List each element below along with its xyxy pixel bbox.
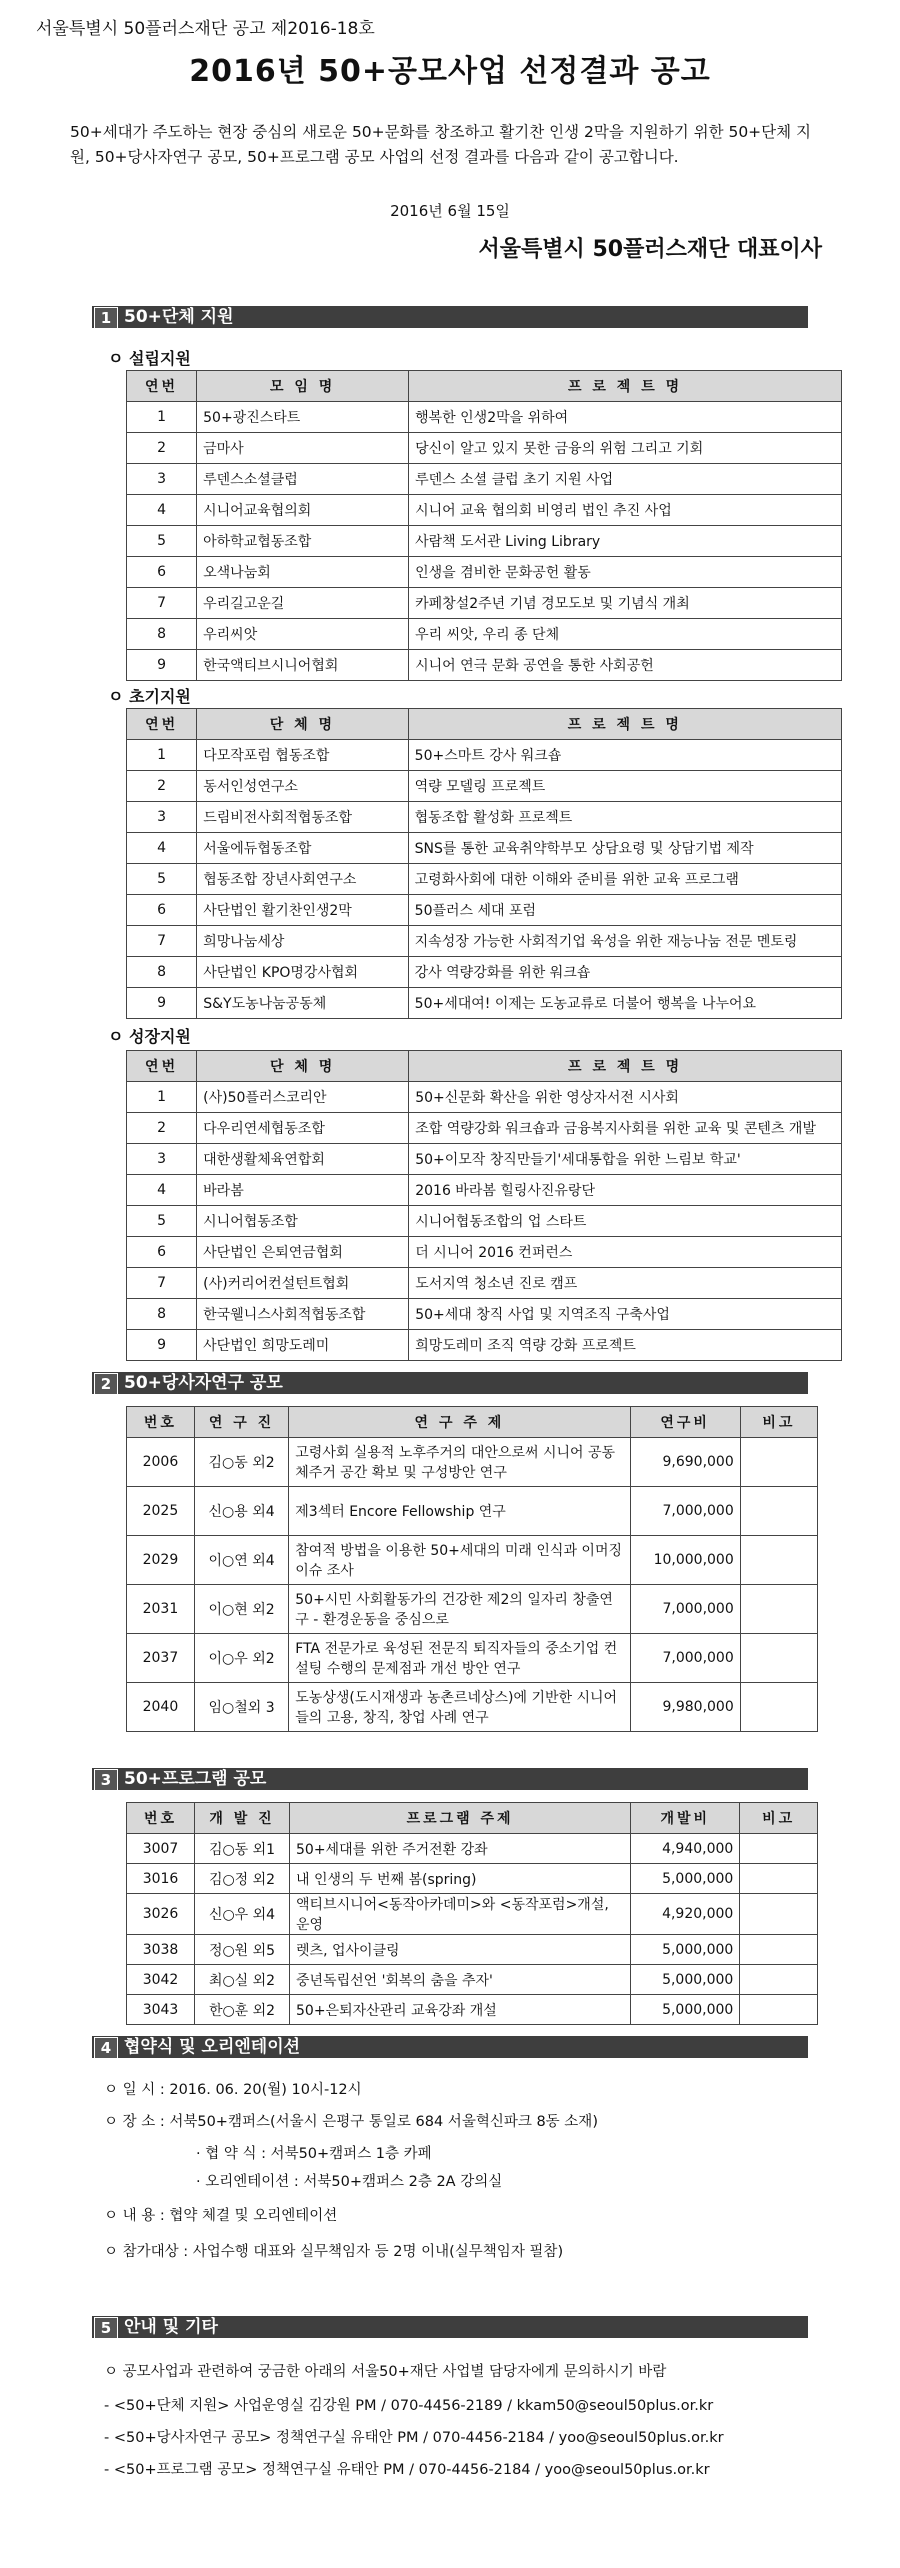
table-cell [740, 1894, 818, 1935]
column-header: 개 발 진 [195, 1803, 290, 1834]
table-cell: 7,000,000 [630, 1487, 740, 1536]
contact-group-support: - <50+단체 지원> 사업운영실 김강원 PM / 070-4456-2189 / kkam50@seoul50plus.or.kr [104, 2398, 714, 2414]
table-cell: 2006 [127, 1438, 195, 1487]
section-title: 협약식 및 오리엔테이션 [124, 2037, 301, 2057]
table-cell: 50+이모작 창직만들기'세대통합을 위한 느림보 학교' [409, 1144, 842, 1175]
table-cell: 5,000,000 [631, 1864, 740, 1894]
table-row [127, 1995, 818, 2025]
table-cell: 6 [127, 1237, 197, 1268]
table-cell: SNS를 통한 교육취약학부모 상담요령 및 상담기법 제작 [408, 833, 841, 864]
contact-program: - <50+프로그램 공모> 정책연구실 유태안 PM / 070-4456-2184 / yoo@seoul50plus.or.kr [104, 2462, 710, 2478]
table-cell: 신○용 외4 [194, 1487, 288, 1536]
table-cell: 4 [127, 495, 197, 526]
table-row [127, 1935, 818, 1965]
table-cell: 한국액티브시니어협회 [197, 650, 409, 681]
table-cell: 3026 [127, 1894, 195, 1935]
table-cell: 사단법인 희망도레미 [197, 1330, 409, 1361]
table-cell: 2029 [127, 1536, 195, 1585]
table-cell: 조합 역량강화 워크숍과 금융복지사회를 위한 교육 및 콘텐츠 개발 [409, 1113, 842, 1144]
table-row [127, 1864, 818, 1894]
table-cell [740, 1438, 817, 1487]
table-cell: 3007 [127, 1834, 195, 1864]
column-header: 프 로 젝 트 명 [408, 709, 841, 740]
table-cell: 4,920,000 [631, 1894, 740, 1935]
table-row [127, 771, 842, 802]
table-cell: 다우리연세협동조합 [197, 1113, 409, 1144]
table-cell: 4 [127, 1175, 197, 1206]
table-cell: 김○정 외2 [195, 1864, 290, 1894]
table-cell: 2031 [127, 1585, 195, 1634]
table-cell: 9,690,000 [630, 1438, 740, 1487]
table-cell: 9 [127, 1330, 197, 1361]
section-title: 50+당사자연구 공모 [124, 1373, 283, 1393]
table-row [127, 1585, 818, 1634]
table-cell: 3016 [127, 1864, 195, 1894]
table-row [127, 1206, 842, 1237]
issuing-organization: 서울특별시 50플러스재단 대표이사 [478, 237, 822, 262]
table-cell: 지속성장 가능한 사회적기업 육성을 위한 재능나눔 전문 멘토링 [408, 926, 841, 957]
column-header: 개발비 [631, 1803, 740, 1834]
notice-number: 서울특별시 50플러스재단 공고 제2016-18호 [36, 19, 375, 39]
table-cell: 5,000,000 [631, 1965, 740, 1995]
table-cell: 2 [127, 433, 197, 464]
table-row [127, 1487, 818, 1536]
table-cell [740, 1965, 818, 1995]
table-cell: 5 [127, 526, 197, 557]
table-cell: 4 [127, 833, 197, 864]
table-cell: 사단법인 은퇴연금협회 [197, 1237, 409, 1268]
table-cell: 드림비전사회적협동조합 [197, 802, 408, 833]
table-cell: 9,980,000 [630, 1683, 740, 1732]
establish-support-table [126, 370, 842, 681]
table-cell: 50+세대를 위한 주거전환 강좌 [290, 1834, 631, 1864]
table-cell: 50+세대여! 이제는 도농교류로 더불어 행복을 나누어요 [408, 988, 841, 1019]
table-cell: 시니어협동조합의 업 스타트 [409, 1206, 842, 1237]
table-row [127, 1268, 842, 1299]
table-cell: 시니어교육협의회 [197, 495, 409, 526]
table-cell: 3 [127, 464, 197, 495]
table-cell [740, 1487, 817, 1536]
table-cell: 8 [127, 1299, 197, 1330]
table-cell [740, 1683, 817, 1732]
table-row [127, 802, 842, 833]
table-cell: 강사 역량강화를 위한 워크숍 [408, 957, 841, 988]
table-cell: 제3섹터 Encore Fellowship 연구 [289, 1487, 630, 1536]
table-cell: 9 [127, 988, 197, 1019]
table-row [127, 926, 842, 957]
table-cell: 3043 [127, 1995, 195, 2025]
table-cell: 시니어 연극 문화 공연을 통한 사회공헌 [409, 650, 842, 681]
table-cell: S&Y도농나눔공동체 [197, 988, 408, 1019]
program-table [126, 1802, 818, 2025]
column-header: 번호 [127, 1407, 195, 1438]
table-cell: 대한생활체육연합회 [197, 1144, 409, 1175]
table-cell: 5,000,000 [631, 1935, 740, 1965]
table-cell: 7 [127, 1268, 197, 1299]
table-cell [740, 1995, 818, 2025]
section-number: 2 [94, 1373, 118, 1395]
table-row [127, 1237, 842, 1268]
table-cell: 바라봄 [197, 1175, 409, 1206]
table-cell: 2040 [127, 1683, 195, 1732]
table-cell: 사단법인 KPO명강사협회 [197, 957, 408, 988]
table-cell: 50+은퇴자산관리 교육강좌 개설 [290, 1995, 631, 2025]
table-row [127, 1634, 818, 1683]
subsection-label: ㅇ 성장지원 [108, 1027, 191, 1046]
table-cell: 김○동 외1 [195, 1834, 290, 1864]
table-row [127, 1536, 818, 1585]
table-cell: 50+스마트 강사 워크숍 [408, 740, 841, 771]
table-row [127, 464, 842, 495]
table-cell: 정○원 외5 [195, 1935, 290, 1965]
table-row [127, 1082, 842, 1113]
table-cell: 5,000,000 [631, 1995, 740, 2025]
table-cell: 더 시니어 2016 컨퍼런스 [409, 1237, 842, 1268]
table-row [127, 895, 842, 926]
table-cell: 1 [127, 740, 197, 771]
contact-research: - <50+당사자연구 공모> 정책연구실 유태안 PM / 070-4456-2184 / yoo@seoul50plus.or.kr [104, 2430, 724, 2446]
table-cell: 2 [127, 1113, 197, 1144]
table-cell: 1 [127, 1082, 197, 1113]
table-cell: 9 [127, 650, 197, 681]
table-row [127, 557, 842, 588]
research-table [126, 1406, 818, 1732]
table-cell: 50+시민 사회활동가의 건강한 제2의 일자리 창출연구 - 환경운동을 중심으로 [289, 1585, 630, 1634]
table-row [127, 526, 842, 557]
section-1-header [92, 306, 808, 328]
table-cell: 3 [127, 1144, 197, 1175]
table-header-row [127, 1803, 818, 1834]
table-row [127, 1330, 842, 1361]
table-row [127, 433, 842, 464]
table-cell: 인생을 겸비한 문화공헌 활동 [409, 557, 842, 588]
table-row [127, 402, 842, 433]
schedule-content: ㅇ 내 용 : 협약 체결 및 오리엔테이션 [104, 2208, 338, 2224]
table-cell: 사단법인 활기찬인생2막 [197, 895, 408, 926]
table-cell: 최○실 외2 [195, 1965, 290, 1995]
table-cell: 신○우 외4 [195, 1894, 290, 1935]
table-cell: 10,000,000 [630, 1536, 740, 1585]
table-cell: 50+신문화 확산을 위한 영상자서전 시사회 [409, 1082, 842, 1113]
section-5-header [92, 2316, 808, 2338]
table-cell: 7,000,000 [630, 1585, 740, 1634]
table-cell: 임○철외 3 [194, 1683, 288, 1732]
table-row [127, 1965, 818, 1995]
table-cell: 다모작포럼 협동조합 [197, 740, 408, 771]
table-cell: 우리씨앗 [197, 619, 409, 650]
table-cell: 7 [127, 588, 197, 619]
table-cell: 우리 씨앗, 우리 종 단체 [409, 619, 842, 650]
column-header: 프 로 젝 트 명 [409, 1051, 842, 1082]
subsection-label: ㅇ 설립지원 [108, 349, 191, 368]
table-cell: 7 [127, 926, 197, 957]
table-cell: 50플러스 세대 포럼 [408, 895, 841, 926]
section-2-header [92, 1372, 808, 1394]
schedule-date: ㅇ 일 시 : 2016. 06. 20(월) 10시-12시 [104, 2082, 362, 2098]
table-cell: 한○훈 외2 [195, 1995, 290, 2025]
table-cell: 루덴스소셜클럽 [197, 464, 409, 495]
subsection-label: ㅇ 초기지원 [108, 687, 191, 706]
table-cell [740, 1935, 818, 1965]
table-cell: 동서인성연구소 [197, 771, 408, 802]
table-cell: 2037 [127, 1634, 195, 1683]
column-header: 모 임 명 [197, 371, 409, 402]
table-cell: 사람책 도서관 Living Library [409, 526, 842, 557]
table-row [127, 1834, 818, 1864]
table-cell: 도농상생(도시재생과 농촌르네상스)에 기반한 시니어들의 고용, 창직, 창업 사례 연구 [289, 1683, 630, 1732]
table-row [127, 1144, 842, 1175]
early-support-table [126, 708, 842, 1019]
contact-intro: ㅇ 공모사업과 관련하여 궁금한 아래의 서울50+재단 사업별 담당자에게 문의하시기 바람 [104, 2364, 667, 2380]
table-cell: 오색나눔회 [197, 557, 409, 588]
table-row [127, 650, 842, 681]
table-cell: 50+광진스타트 [197, 402, 409, 433]
table-cell: 역량 모델링 프로젝트 [408, 771, 841, 802]
section-4-header [92, 2036, 808, 2058]
table-cell: 7,000,000 [630, 1634, 740, 1683]
table-cell: 2 [127, 771, 197, 802]
table-row [127, 740, 842, 771]
agreement-location: · 협 약 식 : 서북50+캠퍼스 1층 카페 [196, 2146, 432, 2162]
table-cell: 시니어 교육 협의회 비영리 법인 추진 사업 [409, 495, 842, 526]
column-header: 비고 [740, 1407, 817, 1438]
table-cell: 이○연 외4 [194, 1536, 288, 1585]
table-cell: 액티브시니어<동작아카데미>와 <동작포럼>개설, 운영 [290, 1894, 631, 1935]
table-row [127, 495, 842, 526]
table-cell: 협동조합 장년사회연구소 [197, 864, 408, 895]
column-header: 연번 [127, 371, 197, 402]
table-cell: 6 [127, 557, 197, 588]
table-cell: 한국웰니스사회적협동조합 [197, 1299, 409, 1330]
table-cell: 3 [127, 802, 197, 833]
table-cell: 5 [127, 1206, 197, 1237]
table-row [127, 833, 842, 864]
column-header: 연번 [127, 709, 197, 740]
table-cell: 루덴스 소셜 클럽 초기 지원 사업 [409, 464, 842, 495]
table-row [127, 1438, 818, 1487]
table-cell: 고령사회 실용적 노후주거의 대안으로써 시니어 공동체주거 공간 확보 및 구성방안 연구 [289, 1438, 630, 1487]
table-header-row [127, 1051, 842, 1082]
announcement-date: 2016년 6월 15일 [390, 202, 510, 220]
column-header: 번호 [127, 1803, 195, 1834]
section-title: 안내 및 기타 [124, 2317, 218, 2337]
table-cell [740, 1536, 817, 1585]
table-cell: 참여적 방법을 이용한 50+세대의 미래 인식과 이머징 이슈 조사 [289, 1536, 630, 1585]
section-3-header [92, 1768, 808, 1790]
table-row [127, 619, 842, 650]
table-cell: 희망도레미 조직 역량 강화 프로젝트 [409, 1330, 842, 1361]
table-cell: 중년독립선언 '회복의 춤을 추자' [290, 1965, 631, 1995]
table-row [127, 1683, 818, 1732]
table-cell: 김○동 외2 [194, 1438, 288, 1487]
column-header: 단 체 명 [197, 1051, 409, 1082]
table-cell: 시니어협동조합 [197, 1206, 409, 1237]
column-header: 연 구 주 제 [289, 1407, 630, 1438]
table-cell: 우리길고운길 [197, 588, 409, 619]
table-cell: 5 [127, 864, 197, 895]
table-cell: (사)커리어컨설턴트협회 [197, 1268, 409, 1299]
intro-paragraph: 50+세대가 주도하는 현장 중심의 새로운 50+문화를 창조하고 활기찬 인생 2막을 지원하기 위한 50+단체 지원, 50+당사자연구 공모, 50+프로그램 공모 사업의 선정 결과를 다음과 같이 공고합니다. [70, 123, 812, 166]
table-cell: 4,940,000 [631, 1834, 740, 1864]
column-header: 프로그램 주제 [290, 1803, 631, 1834]
table-cell [740, 1864, 818, 1894]
schedule-place: ㅇ 장 소 : 서북50+캠퍼스(서울시 은평구 통일로 684 서울혁신파크 8동 소재) [104, 2114, 598, 2130]
column-header: 단 체 명 [197, 709, 408, 740]
table-cell: 이○우 외2 [194, 1634, 288, 1683]
table-header-row [127, 371, 842, 402]
table-cell: 서울에듀협동조합 [197, 833, 408, 864]
table-cell: 1 [127, 402, 197, 433]
table-cell: 렛츠, 업사이클링 [290, 1935, 631, 1965]
table-cell: FTA 전문가로 육성된 전문직 퇴직자들의 중소기업 컨설팅 수행의 문제점과 개선 방안 연구 [289, 1634, 630, 1683]
table-row [127, 588, 842, 619]
table-cell [740, 1834, 818, 1864]
table-row [127, 988, 842, 1019]
table-cell: 당신이 알고 있지 못한 금융의 위험 그리고 기회 [409, 433, 842, 464]
table-row [127, 957, 842, 988]
table-cell [740, 1585, 817, 1634]
section-title: 50+단체 지원 [124, 307, 234, 327]
table-cell: 희망나눔세상 [197, 926, 408, 957]
table-cell: 8 [127, 957, 197, 988]
page-title: 2016년 50+공모사업 선정결과 공고 [189, 54, 711, 89]
table-cell: 행복한 인생2막을 위하여 [409, 402, 842, 433]
section-number: 1 [94, 307, 118, 329]
column-header: 비고 [740, 1803, 818, 1834]
column-header: 프 로 젝 트 명 [409, 371, 842, 402]
table-cell: 2016 바라봄 힐링사진유랑단 [409, 1175, 842, 1206]
table-row [127, 864, 842, 895]
table-cell: 아하학교협동조합 [197, 526, 409, 557]
column-header: 연구비 [630, 1407, 740, 1438]
table-cell [740, 1634, 817, 1683]
table-cell: 3038 [127, 1935, 195, 1965]
table-cell: 이○현 외2 [194, 1585, 288, 1634]
section-number: 5 [94, 2317, 118, 2339]
participant-info: ㅇ 참가대상 : 사업수행 대표와 실무책임자 등 2명 이내(실무책임자 필참) [104, 2244, 564, 2260]
table-cell: (사)50플러스코리안 [197, 1082, 409, 1113]
table-row [127, 1299, 842, 1330]
table-cell: 내 인생의 두 번째 봄(spring) [290, 1864, 631, 1894]
table-row [127, 1113, 842, 1144]
section-number: 3 [94, 1769, 118, 1791]
table-row [127, 1894, 818, 1935]
section-title: 50+프로그램 공모 [124, 1769, 267, 1789]
column-header: 연 구 진 [194, 1407, 288, 1438]
table-cell: 도서지역 청소년 진로 캠프 [409, 1268, 842, 1299]
table-cell: 3042 [127, 1965, 195, 1995]
table-header-row [127, 709, 842, 740]
table-cell: 고령화사회에 대한 이해와 준비를 위한 교육 프로그램 [408, 864, 841, 895]
growth-support-table [126, 1050, 842, 1361]
table-cell: 6 [127, 895, 197, 926]
table-cell: 금마사 [197, 433, 409, 464]
table-cell: 8 [127, 619, 197, 650]
section-number: 4 [94, 2037, 118, 2059]
table-cell: 협동조합 활성화 프로젝트 [408, 802, 841, 833]
table-cell: 카페창설2주년 기념 경모도보 및 기념식 개최 [409, 588, 842, 619]
column-header: 연번 [127, 1051, 197, 1082]
table-header-row [127, 1407, 818, 1438]
table-cell: 2025 [127, 1487, 195, 1536]
orientation-location: · 오리엔테이션 : 서북50+캠퍼스 2층 2A 강의실 [196, 2174, 503, 2190]
table-row [127, 1175, 842, 1206]
table-cell: 50+세대 창직 사업 및 지역조직 구축사업 [409, 1299, 842, 1330]
